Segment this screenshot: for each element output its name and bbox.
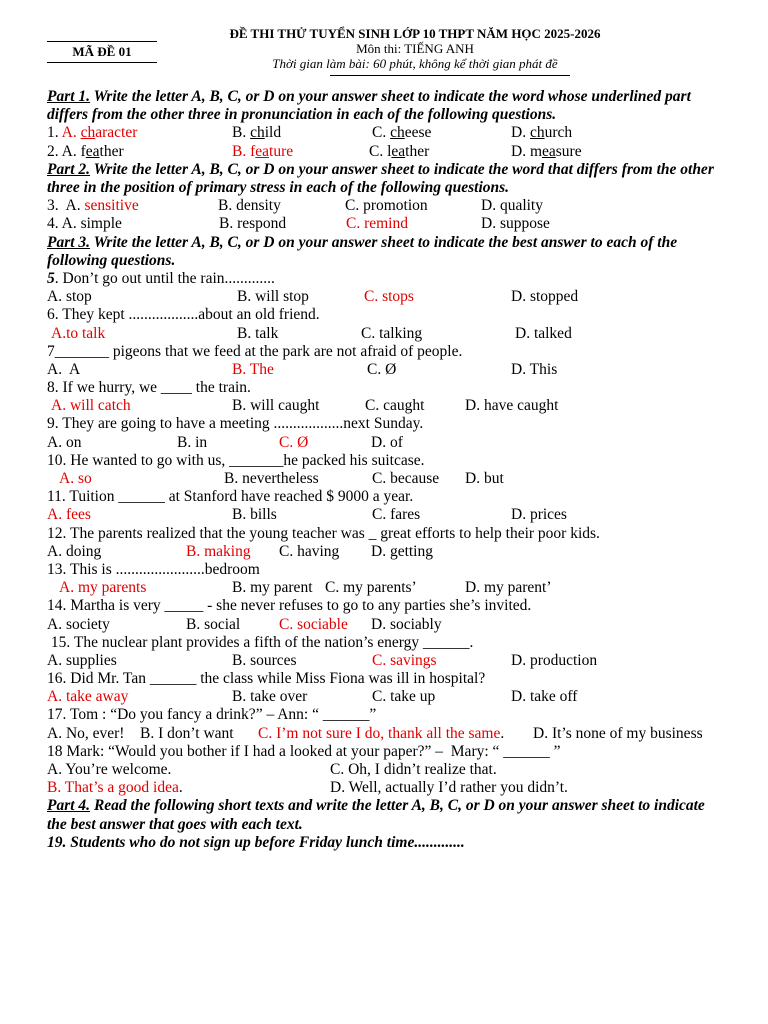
q11-stem: 11. Tuition ______ at Stanford have reached $ 9000 a year. bbox=[47, 488, 414, 506]
q3-option-c: C. promotion bbox=[345, 197, 428, 215]
q4-option-b: B. respond bbox=[219, 215, 287, 233]
q6-option-d: D. talked bbox=[515, 324, 572, 342]
q1-option-a: A. character bbox=[61, 124, 138, 142]
q14-stem: 14. Martha is very _____ - she never refuses to go to any parties she’s invited. bbox=[47, 597, 532, 615]
q1-option-b: B. child bbox=[232, 124, 282, 142]
q6-option-c: C. talking bbox=[361, 324, 423, 342]
part2-label: Part 2. bbox=[47, 160, 91, 178]
q3-number: 3. A. bbox=[47, 197, 85, 215]
q12-option-b: B. making bbox=[186, 542, 251, 560]
q9-option-b: B. in bbox=[177, 433, 208, 451]
q18-option-c: C. Oh, I didn’t realize that. bbox=[330, 761, 497, 779]
exam-code: MÃ ĐỀ 01 bbox=[47, 41, 157, 63]
q4-option-a: 4. A. simple bbox=[47, 215, 122, 233]
q9-option-c: C. Ø bbox=[279, 433, 309, 451]
q15-options bbox=[47, 652, 727, 670]
q10-option-b: B. nevertheless bbox=[224, 470, 319, 488]
q18-option-a: A. You’re welcome. bbox=[47, 761, 172, 779]
part4-instruction bbox=[47, 797, 727, 833]
question-19: 19. Students who do not sign up before Friday lunch time............. bbox=[47, 833, 465, 851]
q13-option-d: D. my parent’ bbox=[465, 579, 552, 597]
q17-option-c: C. I’m not sure I do, thank all the same. bbox=[258, 724, 505, 742]
q10-options bbox=[47, 470, 727, 488]
q7-option-d: D. This bbox=[511, 360, 558, 378]
q13-options bbox=[47, 579, 727, 597]
part3-instruction-text: Write the letter A, B, C, or D on your answer sheet to indicate the best answer to each of the following questions. bbox=[47, 233, 678, 269]
q7-stem: 7_______ pigeons that we feed at the park are not afraid of people. bbox=[47, 342, 463, 360]
q18-option-b: B. That’s a good idea. bbox=[47, 779, 183, 797]
q3-option-b: B. density bbox=[218, 197, 281, 215]
q12-option-a: A. doing bbox=[47, 542, 102, 560]
q8-option-b: B. will caught bbox=[232, 397, 320, 415]
q9-options bbox=[47, 434, 727, 452]
q6-options bbox=[47, 325, 727, 343]
q12-stem: 12. The parents realized that the young teacher was _ great efforts to help their poor kids. bbox=[47, 524, 600, 542]
q18-options-row1 bbox=[47, 761, 727, 779]
q2-option-c: C. leather bbox=[369, 142, 430, 160]
q14-option-c: C. sociable bbox=[279, 615, 348, 633]
q5-option-d: D. stopped bbox=[511, 288, 579, 306]
q12-options bbox=[47, 543, 727, 561]
q12-option-d: D. getting bbox=[371, 542, 433, 560]
q2-option-a: A. feather bbox=[61, 142, 124, 160]
q12-option-c: C. having bbox=[279, 542, 340, 560]
q3-option-d: D. quality bbox=[481, 197, 543, 215]
question-4 bbox=[47, 215, 727, 233]
q16-option-b: B. take over bbox=[232, 688, 308, 706]
q16-option-d: D. take off bbox=[511, 688, 578, 706]
q13-option-c: C. my parents’ bbox=[325, 579, 417, 597]
q10-stem: 10. He wanted to go with us, _______he packed his suitcase. bbox=[47, 451, 425, 469]
q4-option-d: D. suppose bbox=[481, 215, 550, 233]
q16-option-c: C. take up bbox=[372, 688, 436, 706]
q4-option-c: C. remind bbox=[346, 215, 408, 233]
q13-option-b: B. my parent bbox=[232, 579, 313, 597]
part1-label: Part 1. bbox=[47, 88, 91, 105]
q3-option-a: sensitive bbox=[84, 197, 139, 215]
q11-option-d: D. prices bbox=[511, 506, 567, 524]
q1-option-d: D. church bbox=[511, 124, 573, 142]
q17-option-a: A. No, ever! bbox=[47, 724, 125, 742]
q7-option-b: B. The bbox=[232, 360, 274, 378]
q18-option-d: D. Well, actually I’d rather you didn’t. bbox=[330, 779, 568, 797]
q15-option-b: B. sources bbox=[232, 651, 297, 669]
q5-stem: 5. Don’t go out until the rain............. bbox=[47, 269, 275, 287]
q5-option-c: C. stops bbox=[364, 288, 414, 306]
q16-option-a: A. take away bbox=[47, 688, 129, 706]
q14-option-d: D. sociably bbox=[371, 615, 442, 633]
q5-options bbox=[47, 288, 727, 306]
q15-stem: 15. The nuclear plant provides a fifth of the nation’s energy ______. bbox=[47, 633, 474, 651]
question-2 bbox=[47, 143, 727, 161]
q2-option-d: D. measure bbox=[511, 142, 582, 160]
question-1 bbox=[47, 124, 727, 142]
q9-option-a: A. on bbox=[47, 433, 82, 451]
part3-instruction bbox=[47, 234, 727, 270]
part3-label: Part 3. bbox=[47, 233, 91, 251]
part2-instruction-text: Write the letter A, B, C, or D on your answer sheet to indicate the word that differs from the other three in the position of primary stress in each of the following questions. bbox=[47, 160, 714, 196]
q18-options-row2 bbox=[47, 779, 727, 797]
q6-stem: 6. They kept ..................about an old friend. bbox=[47, 306, 320, 324]
exam-subject: Môn thi: TIẾNG ANH bbox=[356, 41, 474, 56]
q10-option-a: A. so bbox=[59, 470, 92, 488]
q14-option-b: B. social bbox=[186, 615, 241, 633]
part1-instruction-text: Write the letter A, B, C, or D on your answer sheet to indicate the word whose underlined part differs from the other three in pronunciation in each of the following questions. bbox=[47, 88, 691, 124]
exam-content bbox=[47, 88, 727, 852]
part2-instruction bbox=[47, 161, 727, 197]
q13-option-a: A. my parents bbox=[59, 579, 147, 597]
q2-number: 2. bbox=[47, 142, 62, 160]
exam-time: Thời gian làm bài: 60 phút, không kể thời gian phát đề bbox=[272, 56, 558, 71]
q6-option-b: B. talk bbox=[237, 324, 279, 342]
part4-label: Part 4. bbox=[47, 797, 91, 815]
q14-option-a: A. society bbox=[47, 615, 110, 633]
question-3 bbox=[47, 197, 727, 215]
q5-option-b: B. will stop bbox=[237, 288, 309, 306]
q15-option-d: D. production bbox=[511, 651, 598, 669]
q9-stem: 9. They are going to have a meeting ..................next Sunday. bbox=[47, 415, 424, 433]
q7-option-a: A. A bbox=[47, 360, 81, 378]
q1-number: 1. bbox=[47, 124, 62, 142]
q8-options bbox=[47, 397, 727, 415]
q8-option-d: D. have caught bbox=[465, 397, 559, 415]
exam-title: ĐỀ THI THỬ TUYỂN SINH LỚP 10 THPT NĂM HỌC 2025-2026 bbox=[229, 26, 601, 41]
q7-option-c: C. Ø bbox=[367, 360, 397, 378]
q17-stem: 17. Tom : “Do you fancy a drink?” – Ann: “ ______” bbox=[47, 706, 377, 724]
q9-option-d: D. of bbox=[371, 433, 403, 451]
q11-option-b: B. bills bbox=[232, 506, 277, 524]
q14-options bbox=[47, 616, 727, 634]
q2-option-b: B. feature bbox=[232, 142, 294, 160]
q8-option-c: C. caught bbox=[365, 397, 425, 415]
q16-stem: 16. Did Mr. Tan ______ the class while Miss Fiona was ill in hospital? bbox=[47, 670, 486, 688]
header-divider bbox=[330, 75, 570, 76]
q10-option-d: D. but bbox=[465, 470, 504, 488]
q7-options bbox=[47, 361, 727, 379]
q13-stem: 13. This is .......................bedroom bbox=[47, 560, 260, 578]
q17-options bbox=[47, 725, 727, 743]
q11-options bbox=[47, 506, 727, 524]
part4-instruction-text: Read the following short texts and write the letter A, B, C, or D on your answer sheet to indicate the best answer that goes with each text. bbox=[47, 797, 705, 833]
q17-option-d: D. It’s none of my business bbox=[533, 724, 703, 742]
q6-option-a: A.to talk bbox=[51, 324, 106, 342]
q5-option-a: A. stop bbox=[47, 288, 92, 306]
part1-instruction bbox=[47, 88, 727, 124]
q10-option-c: C. because bbox=[372, 470, 440, 488]
q8-option-a: A. will catch bbox=[51, 397, 131, 415]
q15-option-c: C. savings bbox=[372, 651, 437, 669]
q8-stem: 8. If we hurry, we ____ the train. bbox=[47, 379, 251, 397]
q16-options bbox=[47, 688, 727, 706]
q1-option-c: C. cheese bbox=[372, 124, 432, 142]
q11-option-c: C. fares bbox=[372, 506, 421, 524]
q18-stem: 18 Mark: “Would you bother if I had a looked at your paper?” – Mary: “ ______ ” bbox=[47, 742, 561, 760]
q17-option-b: B. I don’t want bbox=[140, 724, 234, 742]
q11-option-a: A. fees bbox=[47, 506, 91, 524]
q15-option-a: A. supplies bbox=[47, 651, 117, 669]
